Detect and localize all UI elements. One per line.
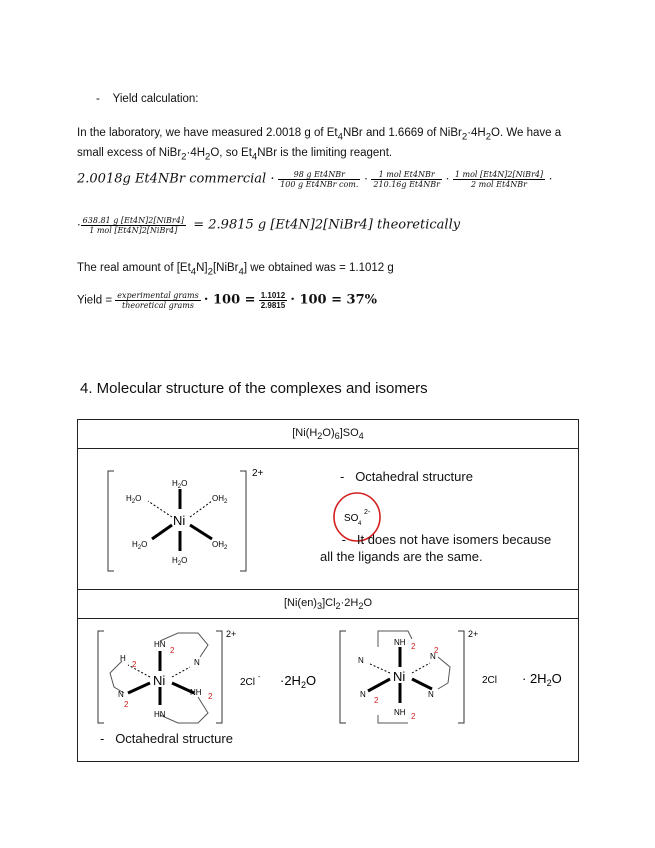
water-2: · $2H_2O$ — [522, 671, 562, 688]
section-4-title: 4. Molecular structure of the complexes and isomers — [80, 380, 428, 397]
svg-text:NH: NH — [394, 708, 406, 717]
svg-text:-: - — [258, 674, 261, 681]
svg-text:2: 2 — [434, 646, 439, 655]
isomer-1 — [98, 629, 236, 723]
complex1-header: $[Ni(H_2O)_6]SO_4$ — [78, 420, 579, 449]
yield-fraction-1: $\frac{\text{experimental grams}}{\text{theoretical grams}}$ — [117, 291, 199, 310]
svg-text:2: 2 — [124, 700, 129, 709]
svg-text:2: 2 — [170, 646, 175, 655]
fraction-1: $\frac{\text{98 g Et4NBr}}{\text{100 g Et4NBr com.}}$ — [280, 170, 359, 189]
svg-text:N: N — [360, 690, 366, 699]
water-1: $\cdot 2H_2O$ — [280, 673, 317, 690]
structures-table — [77, 419, 579, 762]
anion-so4: SO — [344, 513, 359, 524]
complex2-cell — [78, 619, 579, 762]
svg-text:H2O: $H_2O$ — [172, 556, 188, 567]
svg-text:2: 2 — [208, 692, 213, 701]
complex1-charge: 2+ — [252, 468, 264, 479]
complex1-structure — [100, 459, 320, 579]
equation-line-1: 2.0018g Et4NBr commercial · $\frac{\text{98 g Et4NBr}}{\text{100 g Et4NBr com.}}$ · $\frac{\text{1 mol Et4NBr}}{\text{210.16g Et4NBr}}$ · $\frac{\text{1 mol [Et4N]2[NiBr4]}}{\text{2 mol Et4NBr}}$ · — [77, 170, 553, 189]
yield-result: · 100 = 37% — [290, 292, 377, 308]
svg-text:2+: 2+ — [468, 629, 479, 639]
yield-heading-text: Yield calculation: — [112, 93, 199, 105]
fraction-4: $\frac{\text{638.81 g [Et4N]2[NiBr4]}}{\text{1 mol [Et4N]2[NiBr4]}}$ — [82, 216, 184, 235]
complex2-structures — [78, 623, 578, 733]
svg-text:2: 2 — [132, 660, 137, 669]
svg-text:NH: NH — [190, 688, 202, 697]
svg-text:OH2: $OH_2$ — [212, 540, 228, 551]
svg-text:2: 2 — [411, 642, 416, 651]
isomer-2 — [340, 629, 478, 723]
fraction-3: $\frac{\text{1 mol [Et4N]2[NiBr4]}}{\text{2 mol Et4NBr}}$ — [454, 170, 544, 189]
complex2-note: - Octahedral structure — [100, 731, 233, 746]
yield-heading — [96, 93, 199, 105]
complex2-header: $[Ni(en)_3]Cl_2\cdot 2H_2O$ — [78, 590, 579, 619]
fraction-2: $\frac{\text{1 mol Et4NBr}}{\text{210.16g Et4NBr}}$ — [373, 170, 440, 189]
svg-text:H: H — [120, 654, 126, 663]
svg-text:H2O: $H_2O$ — [132, 540, 148, 551]
complex1-note2: - It does not have isomers because all the ligands are the same. — [320, 532, 552, 564]
svg-text:4: 4 — [358, 521, 362, 527]
svg-text:HN: HN — [154, 640, 166, 649]
bullet-dash: - — [96, 93, 100, 105]
ni-atom: Ni — [173, 513, 186, 528]
yield-formula: Yield = $\frac{\text{experimental grams}}{\text{theoretical grams}}$ · 100 = $\frac{1.1012}{2.9815}$ · 100 = 37% — [77, 291, 377, 310]
svg-text:H2O: $H_2O$ — [126, 494, 142, 505]
svg-text:2+: 2+ — [226, 629, 237, 639]
svg-text:OH2: $OH_2$ — [212, 494, 228, 505]
complex1-cell — [78, 449, 579, 590]
complex1-note1: - Octahedral structure — [340, 469, 473, 484]
svg-text:2: 2 — [374, 696, 379, 705]
svg-text:Ni: Ni — [153, 673, 166, 688]
svg-text:HN: HN — [154, 710, 166, 719]
svg-text:N: N — [358, 656, 364, 665]
yield-paragraph: In the laboratory, we have measured 2.0018 g of $Et_4NBr$ and 1.6669 of $NiBr_2\cdot 4H_2O$. We have a small excess of $NiBr_2\cdot 4H_2O$, so $Et_4NBr$ is the limiting reagent. — [77, 127, 562, 163]
svg-text:N: N — [118, 690, 124, 699]
svg-text:2-: 2- — [364, 509, 371, 516]
theoretical-result: = 2.9815 g [Et4N]2[NiBr4] theoretically — [193, 217, 461, 233]
real-amount: The real amount of $[Et_4N]_2[NiBr_4]$ we obtained was = 1.1012 g — [77, 262, 394, 278]
svg-text:NH: NH — [394, 638, 406, 647]
counter-ion-2: 2Cl — [482, 675, 498, 686]
svg-text:Ni: Ni — [393, 669, 406, 684]
svg-text:2: 2 — [411, 712, 416, 721]
svg-text:N: N — [430, 652, 436, 661]
counter-ion-1: 2Cl — [240, 677, 256, 688]
svg-text:N: N — [194, 658, 200, 667]
svg-text:H2O: $H_2O$ — [172, 479, 188, 490]
equation-line-2: · $\frac{\text{638.81 g [Et4N]2[NiBr4]}}{\text{1 mol [Et4N]2[NiBr4]}}$ = 2.9815 g [Et4N]2[NiBr4] theoretically — [77, 216, 461, 235]
yield-fraction-2: $\frac{1.1012}{2.9815}$ — [260, 291, 286, 310]
svg-text:N: N — [428, 690, 434, 699]
